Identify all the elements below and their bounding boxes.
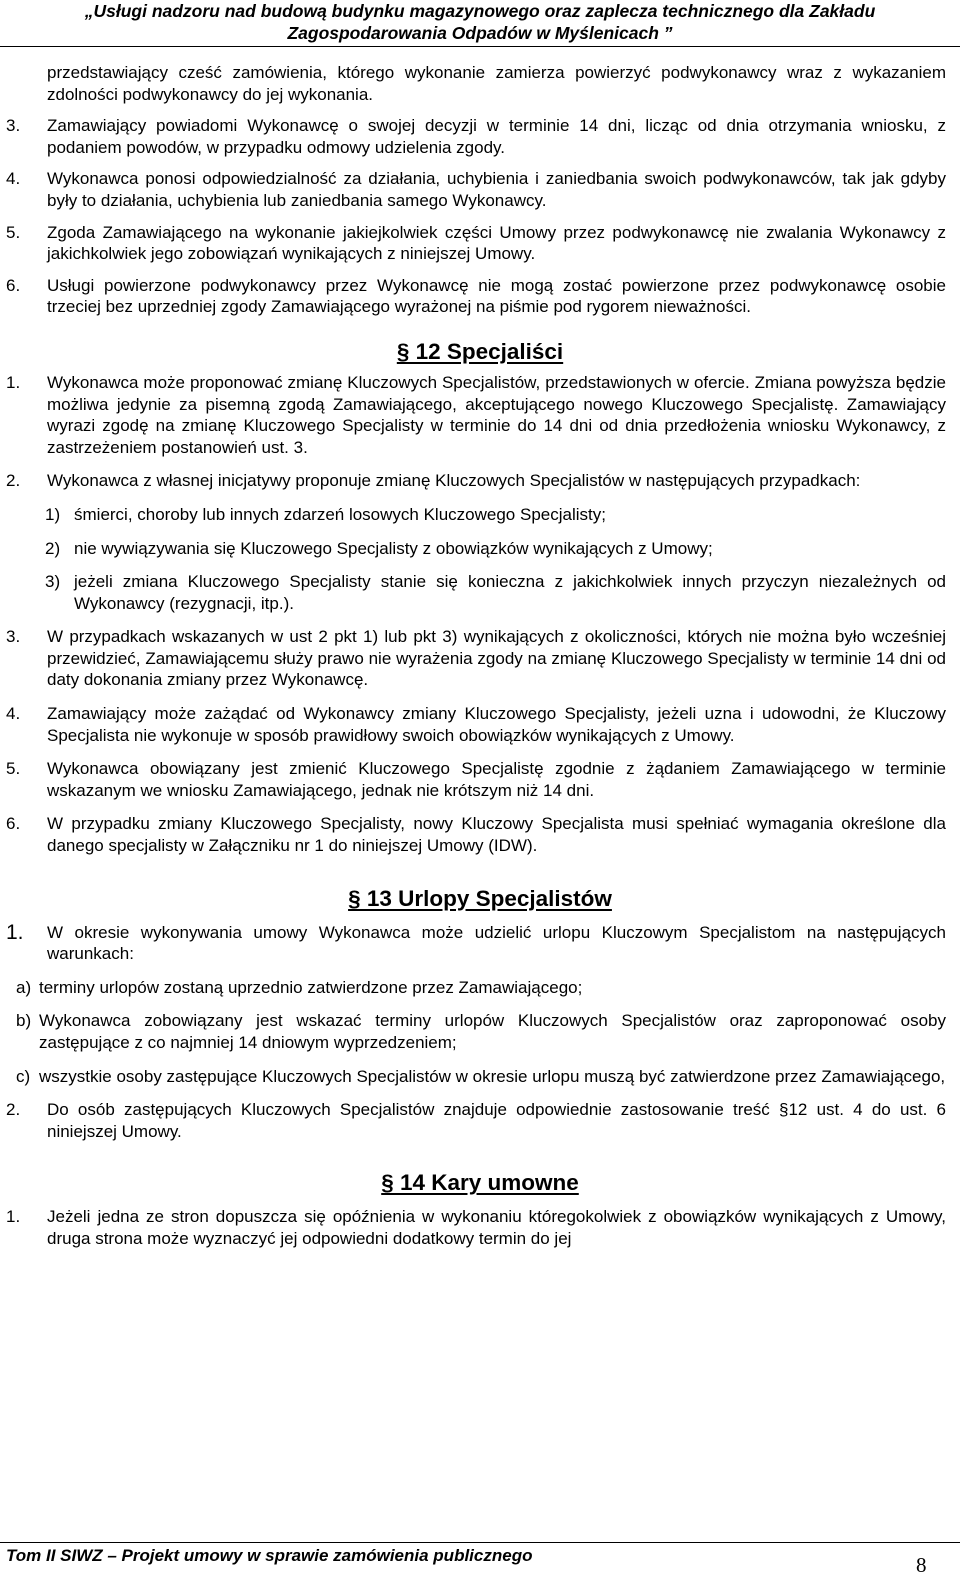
page-footer: [0, 1542, 960, 1584]
sec11-item-4: 4. Wykonawca ponosi odpowiedzialność za działania, uchybienia i zaniedbania swoich podwykonawców, tak jak gdyby były to działania, uchybienia lub zaniedbania samego Wykonawcy.: [6, 169, 946, 210]
sec12-subitem-2: 2) nie wywiązywania się Kluczowego Specjalisty z obowiązków wynikających z Umowy;: [45, 538, 713, 558]
sec13-subitem-b: [0, 1010, 960, 1053]
sec13-subitem-c: [0, 1066, 960, 1088]
sec14-item-1: 1. Jeżeli jedna ze stron dopuszcza się opóźnienia w wykonaniu któregokolwiek z obowiązków wynikających z Umowy, druga strona może wyznaczyć jej odpowiedni dodatkowy termin do jej: [6, 1207, 946, 1248]
sec13-subitem-c-body: c) wszystkie osoby zastępujące Kluczowych Specjalistów w okresie urlopu muszą być zatwierdzone przez Zamawiającego,: [16, 1066, 946, 1086]
sec11-item-3: 3. Zamawiający powiadomi Wykonawcę o swojej decyzji w terminie 14 dni, licząc od dnia otrzymania wniosku, z podaniem powodów, w przypadku odmowy udzielenia zgody.: [6, 116, 946, 157]
sec11-item-6: 6. Usługi powierzone podwykonawcy przez Wykonawcę nie mogą zostać powierzone przez podwykonawcę osobie trzeciej bez uprzedniej zgody Zamawiającego wyrażonej na piśmie pod rygorem nieważności.: [6, 275, 946, 317]
sec12-subitem-1: 1) śmierci, choroby lub innych zdarzeń losowych Kluczowego Specjalisty;: [45, 504, 606, 524]
sec13-subitem-a: [0, 977, 960, 999]
sec13-item-1: 1. W okresie wykonywania umowy Wykonawca może udzielić urlopu Kluczowym Specjalistom na następujących warunkach:: [6, 920, 946, 964]
page-number: 8: [916, 1553, 927, 1577]
section-14-heading: § 14 Kary umowne: [381, 1170, 579, 1196]
document-body: [0, 62, 960, 1250]
sec12-item-6: 6. W przypadku zmiany Kluczowego Specjalisty, nowy Kluczowy Specjalista musi spełniać wymagania określone dla danego specjalisty w Załączniku nr 1 do niniejszej Umowy (IDW).: [6, 814, 946, 856]
page-header: [0, 0, 960, 44]
sec13-item-2: 2. Do osób zastępujących Kluczowych Specjalistów znajduje odpowiednie zastosowanie treść §12 ust. 4 do ust. 6 niniejszej Umowy.: [6, 1100, 946, 1141]
section-12-heading: § 12 Specjaliści: [396, 338, 564, 364]
sec13-subitem-b-body: b) Wykonawca zobowiązany jest wskazać terminy urlopów Kluczowych Specjalistów oraz zaproponować osoby zastępujące z co najmniej 14 dniowym wyprzedzeniem;: [16, 1011, 946, 1052]
sec12-subitem-3: 3) jeżeli zmiana Kluczowego Specjalisty stanie się konieczna z jakichkolwiek innych przyczyn niezależnych od Wykonawcy (rezygnacji, itp.).: [45, 572, 946, 613]
header-line-1: „Usługi nadzoru nad budową budynku magazynowego oraz zaplecza technicznego dla Zakładu: [84, 1, 876, 21]
section-13-heading: § 13 Urlopy Specjalistów: [348, 885, 612, 911]
sec12-item-4: 4. Zamawiający może zażądać od Wykonawcy zmiany Kluczowego Specjalisty, jeżeli uzna i udowodni, że Kluczowy Specjalista nie wykonuje w sposób prawidłowy swoich obowiązków wynikających z Umowy.: [6, 704, 946, 745]
header-line-2: Zagospodarowania Odpadów w Myślenicach ”: [287, 23, 673, 43]
sec12-item-3: 3. W przypadkach wskazanych w ust 2 pkt 1) lub pkt 3) wynikających z okoliczności, których nie można było wcześniej przewidzieć, Zamawiającemu służy prawo nie wyrażenia zgody na zmianę Kluczowego Specjalisty w terminie 14 dni od daty dokonania zmiany przez Wykonawcę.: [6, 627, 946, 690]
sec11-item-5: 5. Zgoda Zamawiającego na wykonanie jakiejkolwiek części Umowy przez podwykonawcę nie zwalania Wykonawcy z jakichkolwiek jego zobowiązań wynikających z niniejszej Umowy.: [6, 222, 946, 264]
sec12-item-5: 5. Wykonawca obowiązany jest zmienić Kluczowego Specjalistę zgodnie z żądaniem Zamawiającego w terminie wskazanym we wniosku Zamawiającego, jednak nie krótszym niż 14 dni.: [6, 759, 946, 800]
intro-paragraph: przedstawiający cześć zamówienia, którego wykonanie zamierza powierzyć podwykonawcy wraz z wykazaniem zdolności podwykonawcy do jej wykonania.: [47, 63, 946, 104]
footer-text: Tom II SIWZ – Projekt umowy w sprawie zamówienia publicznego: [6, 1546, 533, 1565]
header-rule: [0, 46, 960, 47]
sec12-item-2: 2. Wykonawca z własnej inicjatywy proponuje zmianę Kluczowych Specjalistów w następujących przypadkach:: [6, 471, 861, 491]
sec13-subitem-a-body: a) terminy urlopów zostaną uprzednio zatwierdzone przez Zamawiającego;: [16, 977, 583, 997]
sec12-item-1: 1. Wykonawca może proponować zmianę Kluczowych Specjalistów, przedstawionych w ofercie. Zmiana powyższa będzie możliwa jedynie za pisemną zgodą Zamawiającego, akceptującego nowego Kluczowego Specjalistę. Zamawiający wyrazi zgodę na zmianę Kluczowego Specjalisty w terminie do 14 dni od dnia przedłożenia wniosku Wykonawcy, z zastrzeżeniem postanowień ust. 3.: [6, 372, 946, 457]
